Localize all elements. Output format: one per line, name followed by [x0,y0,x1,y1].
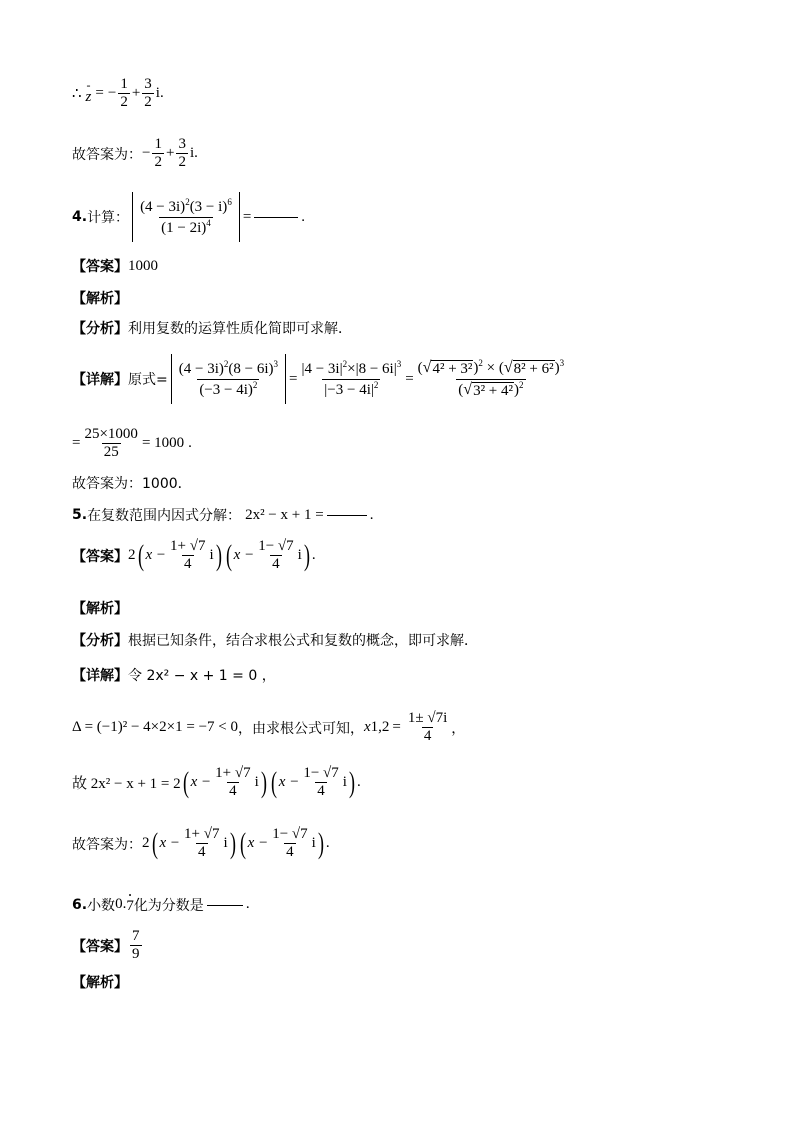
factor: (4 − 3i) [178,361,224,378]
denominator: 4 [423,728,432,745]
subscript: 1,2 [370,719,390,736]
fraction [82,426,139,462]
factor: (1 − 2i) [161,219,207,236]
detail-text: 令 2x² − x + 1 = 0 ， [128,668,276,684]
exponent: 2 [223,359,229,370]
q4-final [72,473,192,493]
fraction-three-halves [176,136,188,172]
factor-1: ( x − $\frac{1+ √7}{4}$ i ) [182,765,267,800]
imag-unit: i [209,547,214,564]
complex-fraction [177,359,280,399]
q5-analysis-heading [72,598,128,618]
fraction-half [152,136,164,172]
equals-sign: = [242,208,252,225]
factor-2: ( x − $\frac{1- √7}{4}$ i ) [225,538,310,573]
sqrt: √ 4² + 3² [422,359,473,378]
factor: (4 − 3i) [140,199,186,216]
equals-sign: = [95,85,104,102]
q5-factored [72,765,361,801]
sqrt-fraction: ( √ 4² + 3² )$^2$ × ( √ 8² + 6² )$^3$ ( √ 3² + 4² )$^2$ [417,358,565,399]
factor-2: ( x − $\frac{1- √7}{4}$ i ) [270,765,355,800]
question-5 [72,505,373,525]
imag-unit: i [223,835,228,852]
q5-answer [72,538,316,574]
fraction-three-halves [142,76,154,112]
coefficient: 2 [142,835,150,852]
answer-blank [254,216,298,218]
imag-unit: i. [155,85,164,102]
numerator: 3 [178,136,186,152]
numerator: 25×1000 [84,426,138,442]
exponent: 4 [206,217,211,228]
exponent: 2 [478,358,483,369]
therefore-symbol: ∴ [72,86,82,103]
exponent: 2 [519,379,524,390]
answer-value: 1000 [128,257,158,274]
denominator: 4 [317,783,325,800]
question-label: 计算： [87,210,130,226]
answer-prefix: 故答案为： [72,146,142,163]
factor-1: ( x − $\frac{1+ √7}{4}$ i ) [151,826,236,861]
result: = 1000 [141,435,185,452]
q4-detail-line2 [72,426,192,462]
exponent: 2 [252,379,258,390]
question-6 [72,891,250,915]
imag-unit: i [311,835,316,852]
exponent: 3 [273,359,278,370]
exponent: 6 [227,197,232,208]
period: . [311,547,316,564]
radicand: 3² + 4² [473,382,514,399]
denominator: 2 [144,94,152,111]
analysis-text: 利用复数的运算性质化简即可求解． [128,321,352,337]
question-number: 5. [72,507,88,523]
q4-detail [72,354,568,404]
therefore-line [72,76,164,112]
numerator: 1+ √7 [184,826,220,842]
equals-sign: = [72,435,81,452]
repeat-dot: • [128,891,132,900]
period: . [369,506,374,523]
plus-sign: + [131,85,141,102]
q4-analysis [72,318,352,338]
answer-tag: 【答案】 [72,938,128,955]
analysis-subtag: 【分析】 [72,633,128,649]
coefficient: 2 [128,547,136,564]
denominator: 4 [272,556,280,573]
final-answer: 故答案为：1000． [72,476,192,492]
imag-unit: i [342,774,347,791]
analysis-subtag: 【分析】 [72,321,128,337]
sqrt: √ 8² + 6² [503,359,554,378]
equals-sign: = [392,719,401,736]
root-fraction [406,710,449,746]
analysis-tag: 【解析】 [72,975,128,991]
numerator: 1− √7 [303,765,339,781]
answer-blank [327,514,367,516]
factored-lead: 故 2x² − x + 1 = 2 [72,776,181,793]
q4-answer [72,256,158,276]
equals-sign: = [405,370,414,387]
factor: (8 − 6i) [228,361,274,378]
factor-1: ( x − $\frac{1+ √7}{4}$ i ) [137,538,222,573]
exponent: 2 [342,359,348,370]
answer-fraction [130,928,142,964]
exponent: 3 [559,358,565,369]
answer-line-1 [72,136,198,172]
question-text: 化为分数是 [133,897,204,914]
connector-text: ，由求根公式可知， [237,720,364,737]
period: . [325,835,330,852]
numerator: 1+ √7 [170,538,206,554]
numerator: 1 [154,136,162,152]
analysis-tag: 【解析】 [72,291,128,307]
denominator: 2 [178,154,186,171]
equals-sign: = [288,370,298,387]
period: . [356,774,361,791]
exponent: 2 [185,197,190,208]
term: x − [233,547,255,564]
term: x − [159,835,181,852]
minus-sign: − [142,145,151,162]
q5-final [72,826,330,862]
numerator: 3 [144,76,152,92]
detail-tag: 【详解】 [72,668,128,684]
term: x − [190,774,212,791]
answer-blank [207,904,243,906]
exponent: 3 [396,359,402,370]
repeating-digit [126,891,134,915]
minus-sign: − [107,85,117,102]
term: x − [247,835,269,852]
fraction-half [118,76,130,112]
q5-analysis [72,630,478,650]
analysis-tag: 【解析】 [72,601,128,617]
answer-prefix: 故答案为： [72,836,142,853]
analysis-text: 根据已知条件，结合求根公式和复数的概念，即可求解． [128,633,478,649]
answer-tag: 【答案】 [72,548,128,565]
numerator: 1− √7 [272,826,308,842]
times-sign: × [486,360,496,377]
question-number: 4. [72,209,88,225]
detail-tag: 【详解】 [72,372,128,388]
denominator: 2 [154,154,162,171]
denominator: 2 [120,94,128,111]
question-4 [72,192,305,242]
numerator: 1± √7i [407,710,448,726]
term: x − [278,774,300,791]
term: x − [145,547,167,564]
factor-2: ( x − $\frac{1- √7}{4}$ i ) [239,826,324,861]
denominator: 4 [286,844,294,861]
q5-detail [72,665,276,685]
imag-unit: i. [189,145,198,162]
answer-tag: 【答案】 [72,259,128,275]
complex-fraction [138,197,234,237]
question-label: 小数 [87,897,116,914]
denominator: 4 [198,844,206,861]
plus-sign: + [165,145,175,162]
numerator: 7 [132,928,140,944]
root-variable: x [363,719,371,736]
q6-answer [72,928,144,964]
exponent: 2 [373,379,379,390]
numerator: 1+ √7 [215,765,251,781]
radicand: 4² + 3² [432,361,473,378]
imag-unit: i [254,774,259,791]
q6-analysis-heading [72,972,128,992]
denominator: 4 [229,783,237,800]
discriminant-expr: Δ = (−1)² − 4×2×1 = −7 < 0 [72,719,238,736]
denominator: 9 [132,946,140,963]
abs-expression [171,354,286,404]
modulus: |4 − 3i| [301,361,343,378]
q4-analysis-heading [72,288,128,308]
conj-bar: - [86,77,91,92]
modulus: |−3 − 4i| [324,381,374,398]
numerator: 1 [120,76,128,92]
factor: (−3 − 4i) [199,381,253,398]
denominator: 4 [184,556,192,573]
radicand: 8² + 6² [513,361,554,378]
period: . [245,896,250,912]
modulus: |8 − 6i| [355,361,397,378]
question-label: 在复数范围内因式分解： [87,508,242,524]
period: . [188,435,192,452]
z-variable: z [85,88,92,105]
modulus-fraction [299,359,403,399]
times-sign: × [347,361,356,378]
numerator: 1− √7 [258,538,294,554]
polynomial: 2x² − x + 1 = [245,506,324,523]
comma: ， [451,720,466,737]
factor: (3 − i) [189,199,228,216]
denominator: 25 [103,444,119,461]
detail-label: 原式= [128,372,168,388]
digit: 7 [126,898,134,914]
sqrt: √ 3² + 4² [463,380,514,399]
abs-expression [132,192,240,242]
decimal-part: 0. [115,896,127,912]
question-number: 6. [72,896,88,913]
q5-discriminant [72,710,465,746]
imag-unit: i [297,547,302,564]
period: . [301,208,306,225]
